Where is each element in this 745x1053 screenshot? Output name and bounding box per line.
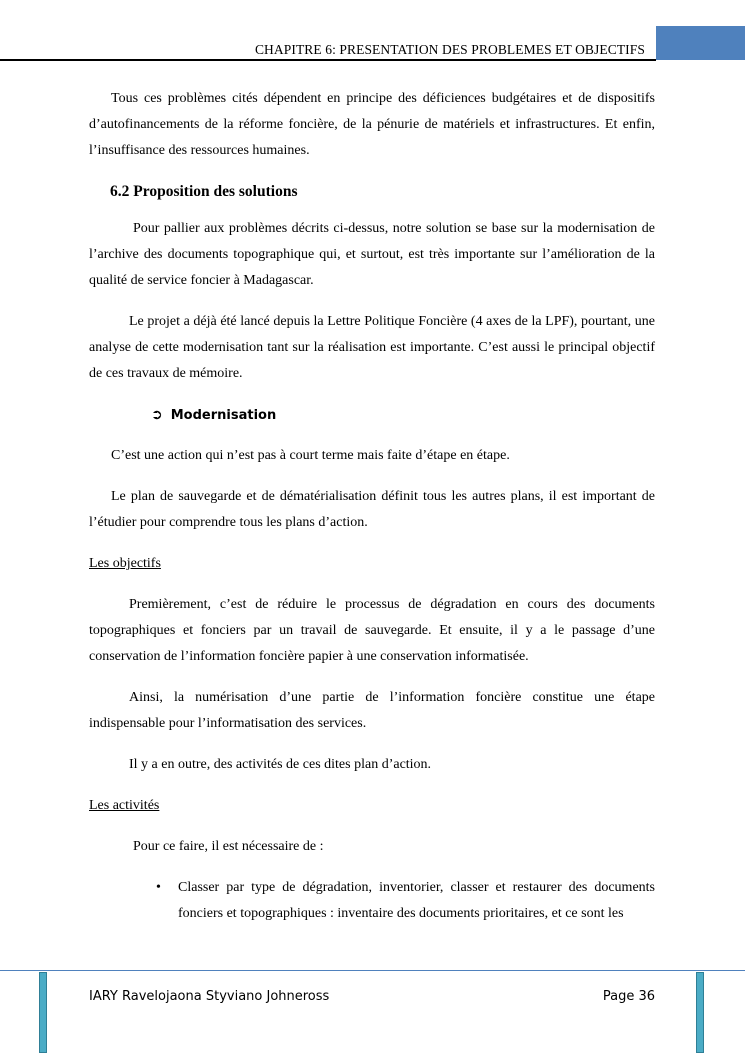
objectifs-title: Les objectifs: [89, 556, 161, 571]
list-item-text: Classer par type de dégradation, inventorier, classer et restaurer des documents fonciers et topographiques : inventaire des documents prioritaires, et ce sont les: [178, 880, 655, 921]
arrow-item-label: Modernisation: [170, 408, 277, 423]
arrow-item-modernisation: [151, 402, 655, 429]
paragraph-plan: Le plan de sauvegarde et de dématérialisation définit tous les autres plans, il est important de l’étudier pour comprendre tous les plans d’action.: [89, 489, 655, 530]
header-accent-box: [656, 26, 745, 60]
paragraph-objectifs: Premièrement, c’est de réduire le processus de dégradation en cours des documents topographiques et fonciers par un travail de sauvegarde. Et ensuite, il y a le passage d’une conservation de l’information foncière papier à une conservation informatisée.: [89, 597, 655, 664]
activites-title: Les activités: [89, 798, 160, 813]
section-heading: 6.2 Proposition des solutions: [110, 183, 298, 200]
paragraph-action: C’est une action qui n’est pas à court terme mais faite d’étape en étape.: [111, 448, 510, 463]
arrow-bullet-icon: ➲: [151, 407, 163, 423]
paragraph-activites-intro: Il y a en outre, des activités de ces dites plan d’action.: [129, 757, 432, 772]
list-item: [89, 875, 655, 927]
paragraph-project: Le projet a déjà été lancé depuis la Lettre Politique Foncière (4 axes de la LPF), pourtant, une analyse de cette modernisation tant sur la réalisation est importante. C’est aussi le principal objectif de ces travaux de mémoire.: [89, 314, 655, 381]
footer-author: IARY Ravelojaona Styviano Johneross: [89, 989, 330, 1004]
footer-page-number: Page 36: [602, 989, 655, 1004]
paragraph-budget-issues: Tous ces problèmes cités dépendent en principe des déficiences budgétaires et de dispositifs d’autofinancements de la réforme foncière, de la pénurie de matériels et infrastructures. Et enfin, l’insuffisance des ressources humaines.: [89, 91, 655, 158]
header-rule: [0, 59, 656, 61]
page-body: [89, 86, 655, 927]
paragraph-pour-ce-faire: Pour ce faire, il est nécessaire de :: [133, 839, 324, 854]
paragraph-numerisation: Ainsi, la numérisation d’une partie de l’information foncière constitue une étape indispensable pour l’informatisation des services.: [89, 690, 655, 731]
paragraph-solution: Pour pallier aux problèmes décrits ci-dessus, notre solution se base sur la modernisation de l’archive des documents topographique qui, et surtout, est très importante sur l’amélioration de la qualité de service foncier à Madagascar.: [89, 221, 655, 288]
bullet-dot-icon: •: [156, 880, 161, 895]
footer-bar-right: [696, 972, 704, 1053]
footer-rule: [0, 970, 745, 971]
page-header-title: CHAPITRE 6: PRESENTATION DES PROBLEMES ET OBJECTIFS: [254, 42, 645, 57]
footer-bar-left: [39, 972, 47, 1053]
